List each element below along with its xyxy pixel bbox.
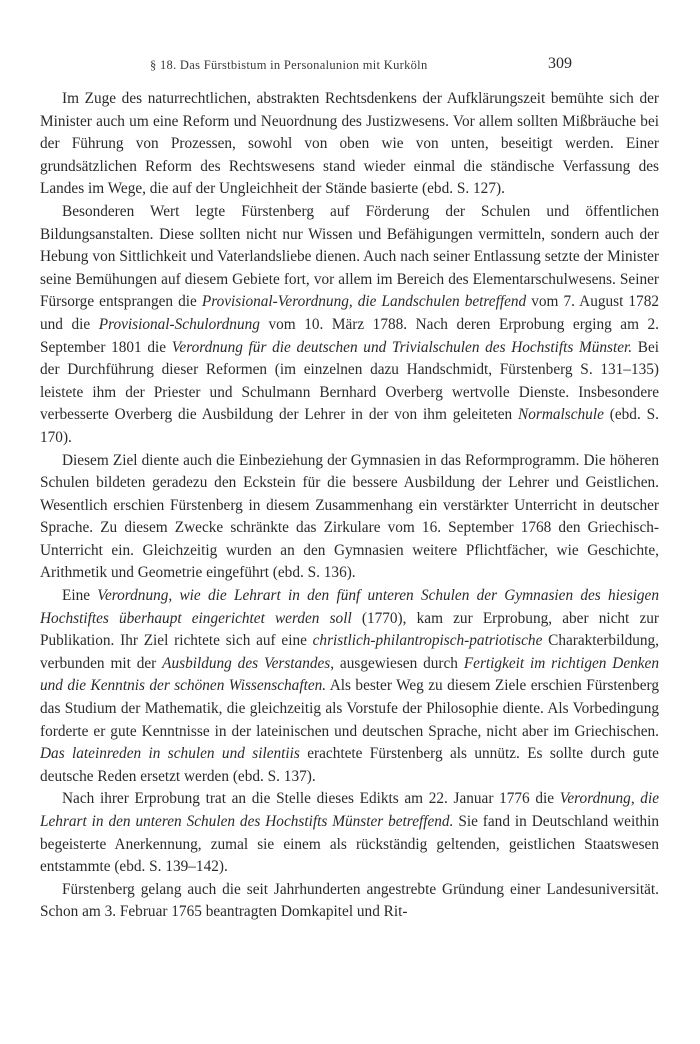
text-run: Charakterbildung, verbunden mit der: [40, 632, 659, 672]
italic-title: Provisional-Schulordnung: [98, 315, 260, 333]
text-run: Besonderen Wert legte Fürstenberg auf Förderung der Schulen und öffentlichen Bildungsanstalten. Diese sollten nicht nur Wissen und Befähigungen vermitteln, sondern auch der Hebung von Sittlichkeit und Vaterlandsliebe dienen. Auch nach seiner Entlassung setzte der Minister seine Bemühungen auf diesem Gebiete fort, vor allem im Bereich des Elementarschulwesens. Seiner Fürsorge entsprangen die: [40, 202, 659, 311]
italic-title: Das lateinreden in schulen und silentiis: [40, 745, 300, 763]
section-title: § 18. Das Fürstbistum in Personalunion mit Kurköln: [150, 58, 428, 72]
page-number: 309: [548, 55, 572, 72]
text-run: erachtete Fürstenberg als unnütz. Es sollte durch gute deutsche Reden ersetzt werden (ebd. S. 137).: [40, 745, 659, 785]
text-run: Fürstenberg gelang auch die seit Jahrhunderten angestrebte Gründung einer Landesuniversität. Schon am 3. Februar 1765 beantragten Domkapitel und Rit-: [40, 880, 659, 921]
text-run: Sie fand in Deutschland weithin begeisterte Anerkennung, zumal sie einem als rückständig geltenden, geistlichen Staatswesen entstammte (ebd. S. 139–142).: [40, 813, 659, 876]
running-head: [0, 56, 700, 80]
italic-title: Verordnung, die Lehrart in den unteren Schulen des Hochstifts Münster betreffend.: [40, 790, 659, 830]
paragraph: [40, 788, 659, 878]
text-run: vom 7. August 1782 und die: [40, 293, 659, 333]
italic-title: Provisional-Verordnung, die Landschulen betreffend: [201, 293, 527, 311]
text-run: (ebd. S. 170).: [40, 406, 659, 446]
paragraph: [40, 585, 659, 788]
text-run: Nach ihrer Erprobung trat an die Stelle dieses Edikts am 22. Januar 1776 die: [62, 790, 560, 808]
text-run: Im Zuge des naturrechtlichen, abstrakten Rechtsdenkens der Aufklärungszeit bemühte sich der Minister auch um eine Reform und Neuordnung des Justizwesens. Vor allem sollten Mißbräuche bei der Führung von Prozessen, sowohl von oben wie von unten, beseitigt werden. Einer grundsätzlichen Reform des Rechtswesens stand wieder einmal die ständische Verfassung des Landes im Wege, die auf der Ungleichheit der Stände basierte (ebd. S. 127).: [40, 90, 659, 198]
italic-title: Ausbildung des Verstandes: [162, 654, 331, 672]
italic-title: Verordnung für die deutschen und Trivialschulen des Hochstifts Münster.: [171, 338, 633, 356]
paragraph: [40, 88, 659, 201]
text-run: Diesem Ziel diente auch die Einbeziehung der Gymnasien in das Reformprogramm. Die höheren Schulen bildeten geradezu den Eckstein für die bessere Ausbildung der Lehrer und Geistlichen. Wesentlich erschien Fürstenberg in diesem Zusammenhang ein verstärkter Unterricht in deutscher Sprache. Zu diesem Zwecke schränkte das Zirkulare vom 16. September 1768 den Griechisch-Unterricht ein. Gleichzeitig wurden an den Gymnasien weitere Pflichtfächer, wie Geschichte, Arithmetik und Geometrie eingeführt (ebd. S. 136).: [40, 451, 659, 582]
italic-title: Verordnung, wie die Lehrart in den fünf unteren Schulen der Gymnasien des hiesigen Hochstiftes überhaupt eingerichtet werden soll: [40, 587, 659, 627]
body-text: [40, 88, 659, 924]
italic-title: Fertigkeit im richtigen Denken und die Kenntnis der schönen Wissenschaften.: [40, 654, 659, 695]
paragraph: [40, 450, 659, 586]
paragraph: [40, 201, 659, 450]
text-run: Als bester Weg zu diesem Ziele erschien Fürstenberg das Studium der Mathematik, die gleichzeitig als Vorstufe der Philosophie diente. Als Vorbedingung forderte er gute Kenntnisse in der lateinischen und deutschen Sprache, nicht aber im Griechischen.: [40, 677, 659, 740]
italic-title: Normalschule: [518, 406, 604, 424]
text-run: Eine: [62, 587, 98, 605]
text-run: , ausgewiesen durch: [330, 654, 464, 672]
text-run: (1770), kam zur Erprobung, aber nicht zur Publikation. Ihr Ziel richtete sich auf eine: [40, 609, 659, 650]
text-run: Bei der Durchführung dieser Reformen (im einzelnen dazu Handschmidt, Fürstenberg S. 131–135) leistete ihm der Priester und Schulmann Bernhard Overberg wertvolle Dienste. Insbesondere verbesserte Overberg die Ausbildung der Lehrer in der von ihm geleiteten: [40, 338, 660, 424]
italic-title: christlich-philantropisch-patriotische: [312, 632, 543, 650]
text-run: vom 10. März 1788. Nach deren Erprobung erging am 2. September 1801 die: [40, 315, 659, 356]
paragraph: [40, 879, 659, 924]
